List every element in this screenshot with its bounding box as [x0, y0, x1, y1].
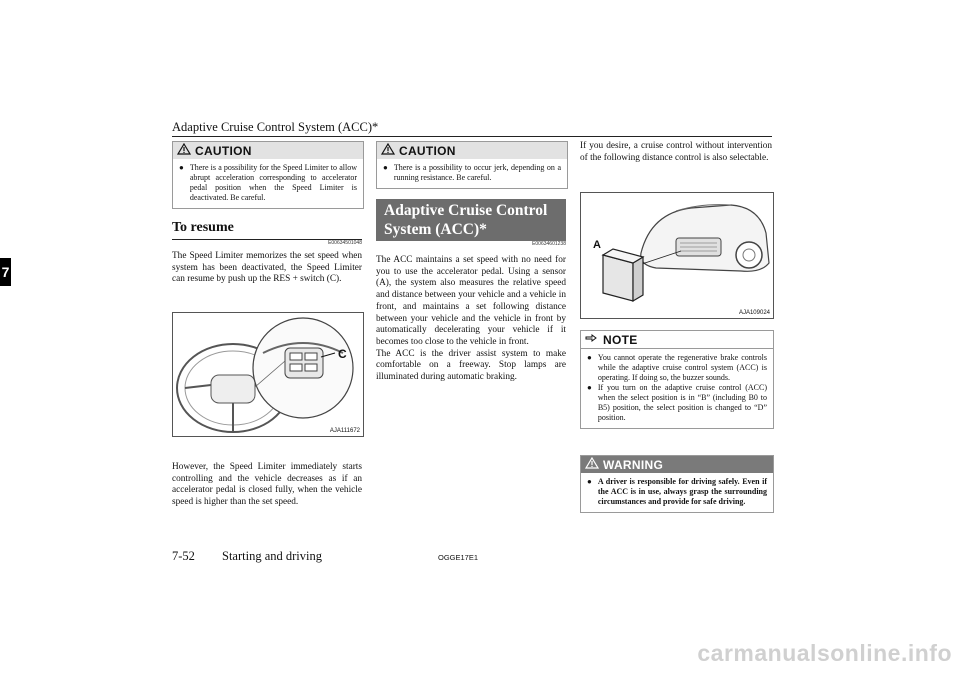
caution-header — [377, 142, 567, 159]
vehicle-sensor-illustration — [581, 193, 773, 318]
warning-triangle-icon — [585, 456, 599, 474]
note-header — [581, 331, 773, 349]
header-divider — [172, 136, 772, 137]
watermark: carmanualsonline.info — [697, 640, 952, 666]
section-title-banner — [376, 199, 566, 241]
chapter-tab: 7 — [0, 258, 11, 286]
resume-paragraph: The Speed Limiter memorizes the set speed when system has been deactivated, the Speed Limiter can resume by push up the RES + switch (C). — [172, 251, 362, 285]
caution-text: There is a possibility to occur jerk, depending on a running resistance. Be careful. — [393, 163, 561, 182]
footer-doc-code: OGGE17E1 — [438, 553, 479, 562]
note-box — [580, 330, 774, 429]
section-title-line2: System (ACC)* — [384, 221, 487, 238]
bullet-icon: ● — [587, 477, 592, 486]
acc-description — [376, 255, 566, 384]
warning-bullet — [587, 477, 767, 507]
figure-code: AJA111672 — [329, 428, 360, 434]
section-code: E00634601238 — [532, 241, 566, 247]
caution-label: CAUTION — [399, 143, 456, 158]
steering-wheel-figure — [172, 312, 364, 437]
bullet-icon: ● — [383, 163, 388, 172]
page-header-title: Adaptive Cruise Control System (ACC)* — [172, 120, 379, 134]
note-label: NOTE — [603, 332, 638, 347]
note-text-1: You cannot operate the regenerative brake controls while the adaptive cruise control system (ACC) is operating. If doing so, the buzzer sounds. — [597, 353, 767, 382]
bullet-icon: ● — [587, 353, 592, 362]
caution-bullet — [383, 163, 561, 183]
warning-label: WARNING — [603, 457, 664, 472]
caution-box-jerk — [376, 141, 568, 189]
caution-header — [173, 142, 363, 159]
acc-paragraph-2: The ACC is the driver assist system to make comfortable on a freeway. Stop lamps are illuminated during automatic braking. — [376, 348, 566, 383]
callout-c-label: C — [338, 347, 347, 361]
caution-box-speed-limiter — [172, 141, 364, 209]
warning-text: A driver is responsible for driving safely. Even if the ACC is in use, always grasp the surrounding circumstances and provide for safe driving. — [597, 477, 767, 506]
warning-triangle-icon — [381, 142, 395, 160]
note-text-2: If you turn on the adaptive cruise control (ACC) when the select position is in “B” (including B0 to B5) position, the select position is changed to “D” position. — [597, 383, 767, 422]
resume-heading: To resume — [172, 220, 234, 235]
resume-code: E00634501048 — [328, 240, 362, 246]
note-hand-icon — [585, 331, 599, 349]
figure-code: AJA109024 — [738, 310, 770, 316]
acc-paragraph-1: The ACC maintains a set speed with no need for you to use the accelerator pedal. Using a sensor (A), the system also measures the relative speed and distance between your vehicle and a vehicle in front, and maintains a set following distance between your vehicle and the vehicle in front by automatically decelerating your vehicle if it becomes too close to the vehicle in front. — [376, 255, 566, 347]
note-bullet-2 — [587, 383, 767, 423]
bullet-icon: ● — [587, 383, 592, 392]
footer-page-number: 7-52 — [172, 549, 195, 563]
after-resume-paragraph: However, the Speed Limiter immediately starts controlling and the vehicle decreases as if an accelerator pedal is closed fully, when the vehicle speed is higher than the set speed. — [172, 462, 362, 508]
caution-label: CAUTION — [195, 143, 252, 158]
warning-box — [580, 455, 774, 513]
steering-wheel-illustration — [173, 313, 363, 436]
section-title-line1: Adaptive Cruise Control — [384, 202, 548, 219]
note-bullet-1 — [587, 353, 767, 383]
bullet-icon: ● — [179, 163, 184, 172]
footer-section-title: Starting and driving — [222, 549, 322, 563]
warning-header — [581, 456, 773, 473]
cruise-intro-paragraph: If you desire, a cruise control without intervention of the following distance control is also selectable. — [580, 141, 772, 163]
sensor-location-figure — [580, 192, 774, 319]
resume-heading-block — [172, 220, 362, 246]
caution-bullet — [179, 163, 357, 203]
caution-text: There is a possibility for the Speed Limiter to allow abrupt acceleration corresponding to accelerator pedal position when the Speed Limiter is deactivated. Be careful. — [189, 163, 357, 202]
warning-triangle-icon — [177, 142, 191, 160]
callout-a-label: A — [593, 239, 601, 251]
